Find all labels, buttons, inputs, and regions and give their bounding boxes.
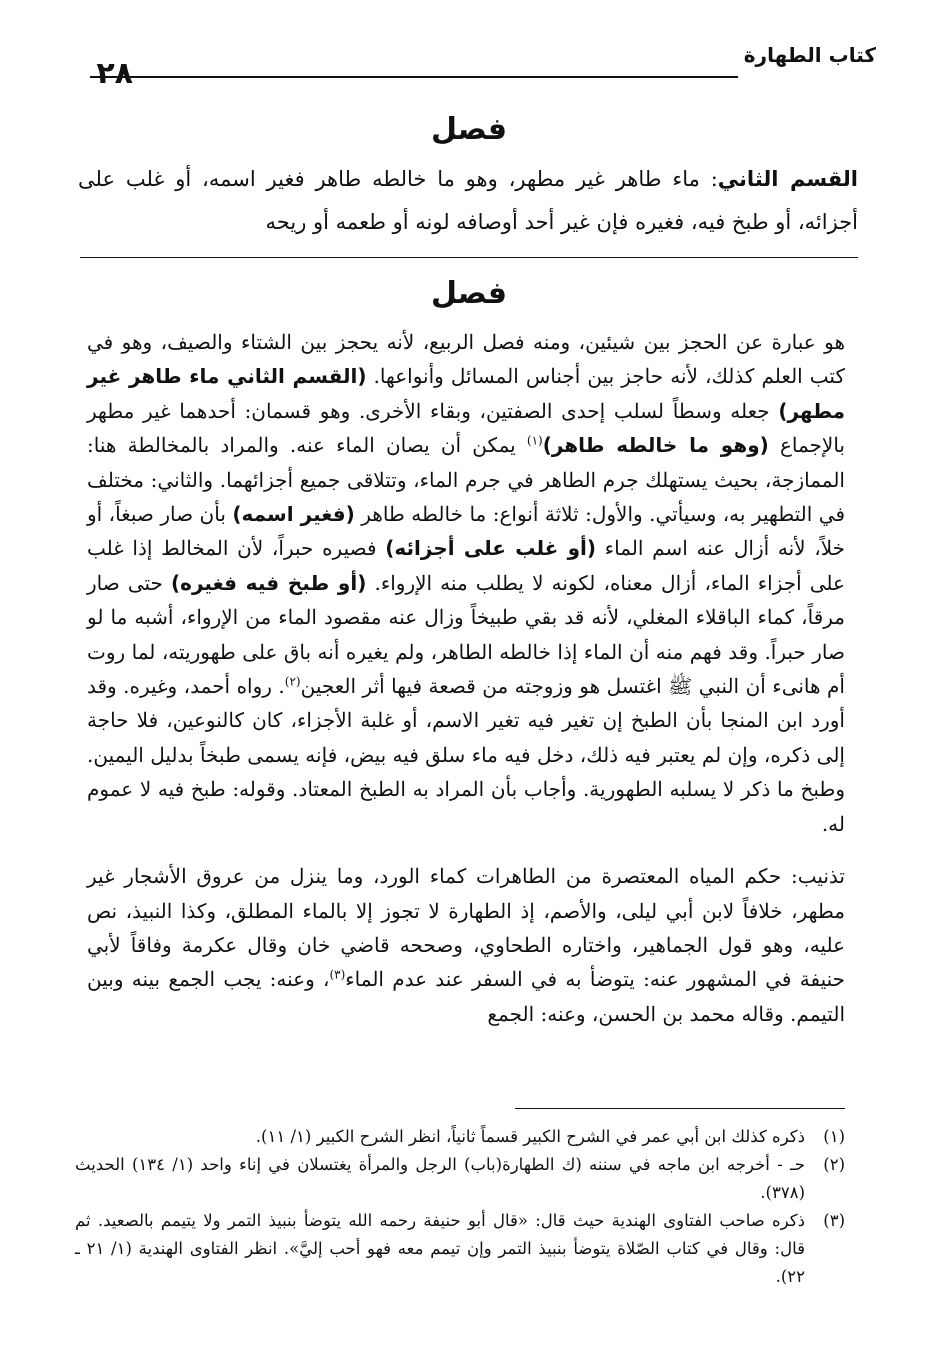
matn-body: : ماء طاهر غير مطهر، وهو ما خالطه طاهر فغير اسمه، أو غلب على أجزائه، أو طبخ فيه، فغيره فإن غير أحد أوصافه لونه أو طعمه أو ريحه: [78, 167, 858, 234]
footnote-item: [75, 1207, 845, 1291]
text-run: بأن صار صبغاً، أو خلاً، لأنه أزال عنه اسم الماء: [87, 502, 846, 561]
tadhnib-paragraph: [87, 859, 845, 1031]
text-run: هو عبارة عن الحجز بين شيئين، ومنه فصل الربيع، لأنه يحجز بين الشتاء والصيف، وهو في كتب العلم كذلك، لأنه حاجز بين أجناس المسائل وأنواعها.: [87, 330, 845, 389]
quoted-matn: (وهو ما خالطه طاهر): [542, 433, 769, 458]
header-rule: [90, 76, 738, 78]
footnote-text: حـ - أخرجه ابن ماجه في سننه (ك الطهارة(باب) الرجل والمرأة يغتسلان في إناء واحد (١/ ١٣٤) الحديث (٣٧٨).: [75, 1155, 806, 1202]
footnote-item: [75, 1123, 845, 1151]
text-run: حتى صار مرقاً، كماء الباقلاء المغلي، لأنه قد بقي طبيخاً وزال عنه مقصود الماء من الإرواء، أشبه ما لو صار حبراً. وقد فهم منه أن الماء إذا خالطه الطاهر، ولم يغيره أنه باق على طهوريته، لما روت أم هانىء أن النبي ﷺ اغتسل هو وزوجته من قصعة فيها أثر العجين: [87, 570, 845, 699]
text-run: يمكن أن يصان الماء عنه. والمراد بالمخالطة هنا: الممازجة، بحيث يستهلك جرم الطاهر في جرم الماء، وتتلاقى جميع أجزائهما. والثاني: مختلف في التطهير به، وسيأتي. والأول: ثلاثة أنواع: ما خالطه طاهر: [87, 433, 846, 527]
matn-lead: القسم الثاني: [717, 167, 858, 191]
quoted-matn: (أو غلب على أجزائه): [385, 536, 597, 561]
text-run: جعله وسطاً لسلب إحدى الصفتين، وبقاء الأخرى. وهو قسمان: أحدهما غير مطهر بالإجماع: [87, 398, 845, 458]
footnotes: [75, 1123, 845, 1291]
text-run: تذنيب: حكم المياه المعتصرة من الطاهرات كماء الورد، وما ينزل من عروق الأشجار غير مطهر، خلافاً لابن أبي ليلى، والأصم، إذ الطهارة لا تجوز إلا بالماء المطلق، وكذا النبيذ، نص عليه، وهو قول الجماهير، واختاره الطحاوي، وصححه قاضي خان وقال عكرمة وفاقاً لأبي حنيفة في المشهور عنه: يتوضأ به في السفر عند عدم الماء: [87, 864, 845, 992]
text-run: ، وعنه: يجب الجمع بينه وبين التيمم. وقاله محمد بن الحسن، وعنه: الجمع: [87, 967, 845, 1026]
book-title: كتاب الطهارة: [743, 43, 876, 67]
quoted-matn: (فغير اسمه): [232, 502, 355, 527]
footnote-number: (١): [823, 1127, 845, 1146]
footnote-ref[interactable]: (٢): [284, 674, 301, 689]
quoted-matn: (القسم الثاني ماء طاهر غير مطهر): [87, 364, 845, 423]
footnote-number: (٢): [823, 1155, 845, 1174]
page-number: ٢٨: [96, 56, 133, 91]
quoted-matn: (أو طبخ فيه فغيره): [171, 570, 367, 595]
commentary-text: [87, 325, 845, 1031]
text-run: . رواه أحمد، وغيره. وقد أورد ابن المنجا بأن الطبخ إن تغير فيه تغير الاسم، أو غلبة الأجزاء، كان كالنوعين، فلا حاجة إلى ذكره، وإن لم يعتبر فيه ذلك، دخل فيه ماء سلق فيه بيض، فإنه يسمى طبخاً بدليل اليمين. وطبخ ما ذكر لا يسلبه الطهورية. وأجاب بأن المراد به الطبخ المعتاد. وقوله: طبخ فيه لا عموم له.: [87, 674, 845, 836]
footnote-item: [75, 1151, 845, 1207]
matn-text: [78, 158, 858, 244]
footnote-ref[interactable]: (١): [526, 433, 543, 448]
text-run: فصيره حبراً، لأن المخالط إذا غلب على أجزاء الماء، أزال معناه، لكونه لا يطلب منه الإرواء.: [87, 536, 845, 595]
commentary-paragraph: [87, 325, 845, 841]
footnote-number: (٣): [823, 1211, 845, 1230]
footnote-ref[interactable]: (٣): [329, 967, 346, 982]
footnote-text: ذكره كذلك ابن أبي عمر في الشرح الكبير قسماً ثانياً، انظر الشرح الكبير (١/ ١١).: [255, 1127, 805, 1146]
section-heading-2: فصل: [431, 276, 507, 311]
section-heading-1: فصل: [431, 112, 507, 147]
matn-divider: [80, 257, 858, 258]
running-header: [0, 38, 938, 91]
footnote-text: ذكره صاحب الفتاوى الهندية حيث قال: «قال أبو حنيفة رحمه الله يتوضأ بنبيذ التمر ولا يتيمم بالصعيد. ثم قال: وقال في كتاب الصّلاة يتوضأ بنبيذ التمر وإن تيمم معه فهو أحب إليَّ». انظر الفتاوى الهندية (١/ ٢١ ـ ٢٢).: [75, 1211, 805, 1286]
footnote-rule: [515, 1108, 845, 1109]
